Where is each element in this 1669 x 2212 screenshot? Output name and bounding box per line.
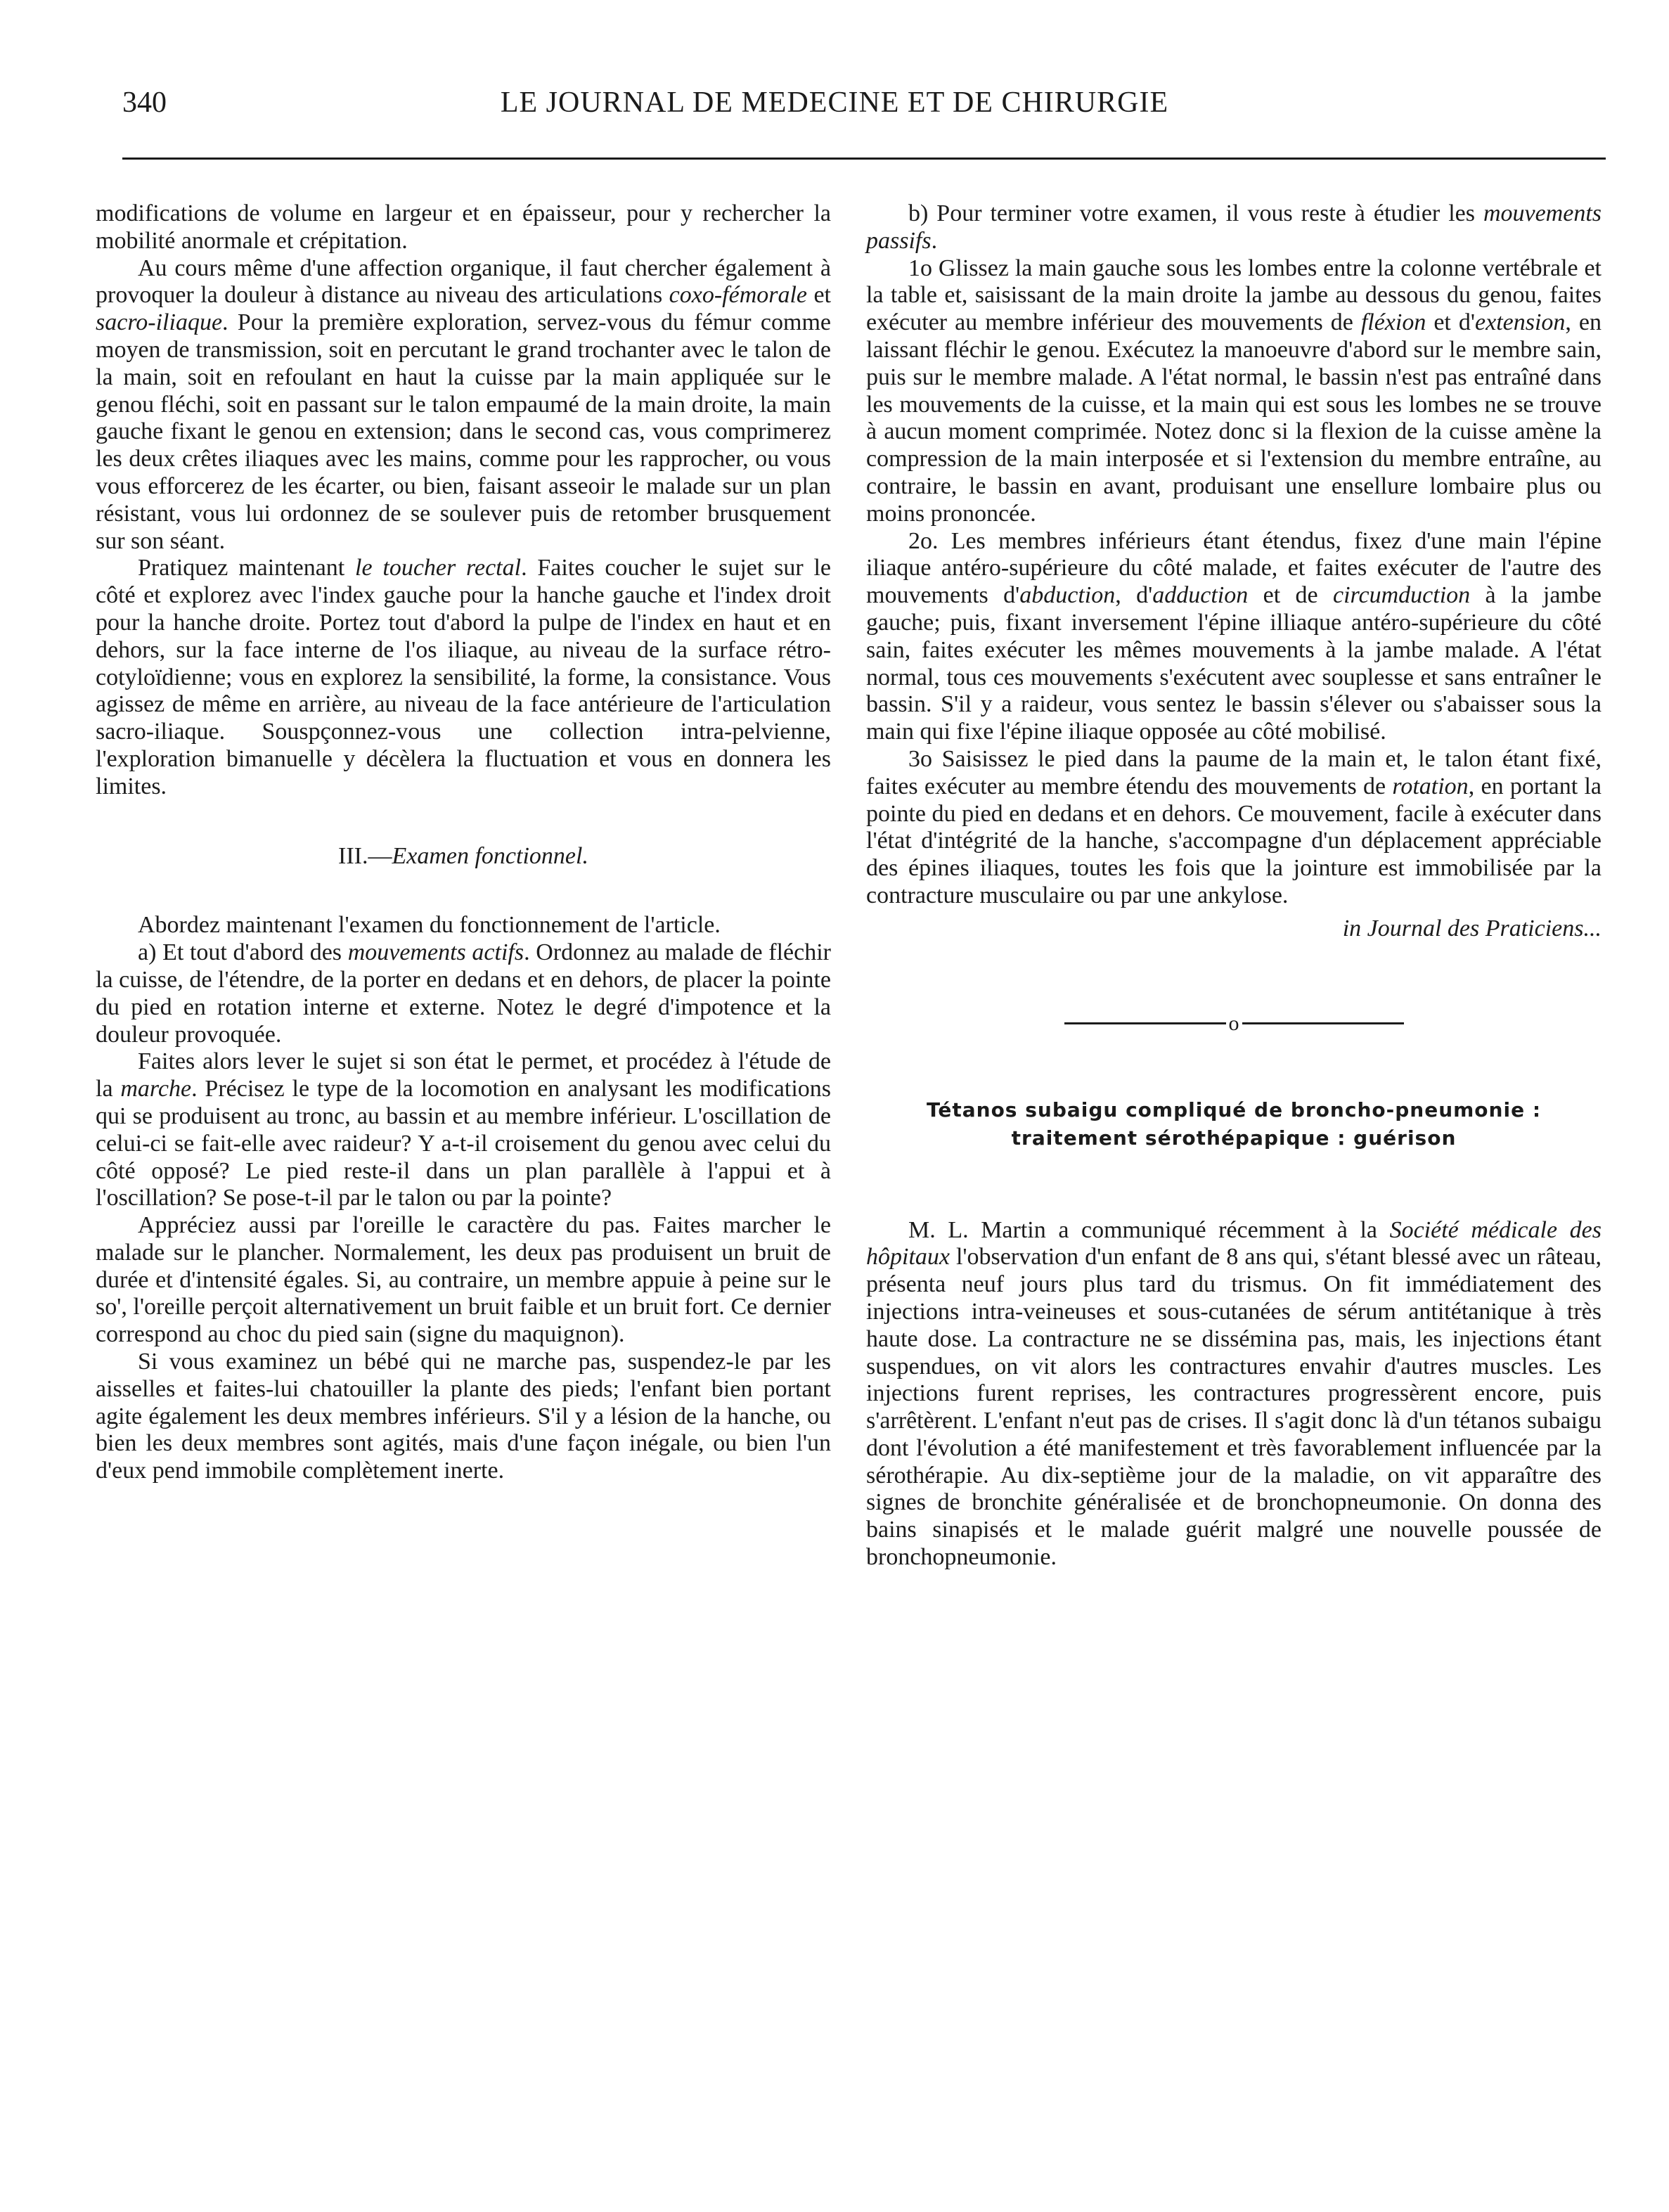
source-citation: in Journal des Praticiens... [1342, 915, 1602, 941]
paragraph: Pratiquez maintenant le toucher rectal. Faites coucher le sujet sur le côté et explorez avec l'index gauche pour la hanche gauche et l'index droit pour la hanche droite. Portez tout d'abord la pulpe de l'index en haut et en dehors, sur la face interne de l'os iliaque, au niveau de la surface rétro-cotyloïdienne; vous en explorez la sensibilité, la forme, la consistance. Vous agissez de même en arrière, au niveau de la face antérieure de l'articulation sacro-iliaque. Souspçonnez-vous une collection intra-pelvienne, l'exploration bimanuelle y décèlera la fluctuation et vous en donnera les limites. [96, 555, 831, 799]
paragraph: 1o Glissez la main gauche sous les lombes entre la colonne vertébrale et la table et, saisissant de la main droite la jambe au dessous du genou, faites exécuter au membre inférieur des mouvements de fléxion et d'extension, en laissant fléchir le genou. Exécutez la manoeuvre d'abord sur le membre sain, puis sur le membre malade. A l'état normal, le bassin n'est pas entraîné dans les mouvements de la cuisse, et la main qui est sous les lombes ne se trouve à aucun moment comprimée. Notez donc si la flexion de la cuisse amène la compression de la main interposée et si l'extension du membre entraîne, au contraire, le bassin en avant, produisant une ensellure lombaire plus ou moins prononcée. [866, 255, 1602, 527]
article-title: Tétanos subaigu compliqué de broncho-pneumonie : traitement sérothépapique : guérison [926, 1098, 1542, 1150]
paragraph: M. L. Martin a communiqué récemment à la Société médicale des hôpitaux l'observation d'un enfant de 8 ans qui, s'étant blessé avec un râteau, présenta neuf jours plus tard du trismus. On fit immédiatement des injections intra-veineuses et sous-cutanées de sérum antitétanique à très haute dose. La contracture ne se dissémina pas, mais, les injections étant suspendues, on vit alors les contractures envahir d'autres muscles. Les injections furent reprises, les contractures progressèrent encore, puis s'arrêtèrent. L'enfant n'eut pas de crises. Il s'agit donc là d'un tétanos subaigu dont l'évolution a été manifestement et très favorablement influencée par la sérothérapie. Au dix-septième jour de la maladie, on vit apparaître des signes de bronchite généralisée et de bronchopneumonie. On donna des bains sinapisés et le malade guérit malgré une nouvelle poussée de bronchopneumonie. [866, 1216, 1602, 1571]
section-divider [866, 1013, 1602, 1034]
paragraph: Appréciez aussi par l'oreille le caractère du pas. Faites marcher le malade sur le plancher. Normalement, les deux pas produisent un bruit de durée et d'intensité égales. Si, au contraire, un membre appuie à peine sur le so', l'oreille perçoit alternativement un bruit faible et un bruit fort. Ce dernier correspond au choc du pied sain (signe du maquignon). [96, 1212, 831, 1348]
paragraph: b) Pour terminer votre examen, il vous reste à étudier les mouvements passifs. [866, 200, 1602, 254]
section-heading: III.—Examen fonctionnel. [338, 842, 588, 869]
header-rule [1219, 157, 1606, 160]
divider-line [1242, 1022, 1404, 1024]
divider-line [1064, 1022, 1226, 1024]
running-head: LE JOURNAL DE MEDECINE ET DE CHIRURGIE [500, 86, 1169, 119]
paragraph: 3o Saisissez le pied dans la paume de la main et, le talon étant fixé, faites exécuter au membre étendu des mouvements de rotation, en portant la pointe du pied en dedans et en dehors. Ce mouvement, facile à exécuter dans l'état d'intégrité de la hanche, s'accompagne d'un déplacement appréciable des épines iliaques, toutes les fois que la jointure est immobilisée par la contracture musculaire ou par une ankylose. [866, 745, 1602, 908]
divider-mark: o [1228, 1011, 1239, 1035]
paragraph: a) Et tout d'abord des mouvements actifs. Ordonnez au malade de fléchir la cuisse, de l'étendre, de la porter en dedans et en dehors, de placer la pointe du pied en rotation interne et externe. Notez le degré d'impotence et la douleur provoquée. [96, 939, 832, 1048]
right-column [866, 200, 1602, 1571]
paragraph: Faites alors lever le sujet si son état le permet, et procédez à l'étude de la marche. Précisez le type de la locomotion en analysant les modifications qui se produisent au tronc, au bassin et au membre inférieur. L'oscillation de celui-ci se fait-elle avec raideur? Y a-t-il croisement du genou avec celui du côté opposé? Le pied reste-il dans un plan parallèle à l'appui et à l'oscillation? Se pose-t-il par le talon ou par la pointe? [96, 1048, 831, 1211]
paragraph: Au cours même d'une affection organique, il faut chercher également à provoquer la douleur à distance au niveau des articulations coxo-fémorale et sacro-iliaque. Pour la première exploration, servez-vous du fémur comme moyen de transmission, soit en percutant le grand trochanter avec le talon de la main, soit en refoulant en haut la cuisse par la main appliquée sur le genou fléchi, soit en passant sur le talon empaumé de la main droite, la main gauche fixant le genou en extension; dans le second cas, vous comprimerez les deux crêtes iliaques avec les mains, comme pour les rapprocher, ou vous vous efforcerez de les écarter, ou bien, faisant asseoir le malade sur un plan résistant, vous lui ordonnez de se soulever puis de retomber brusquement sur son séant. [96, 255, 832, 554]
paragraph: 2o. Les membres inférieurs étant étendus, fixez d'une main l'épine iliaque antéro-supérieure du côté malade, et faites exécuter de l'autre des mouvements d'abduction, d'adduction et de circumduction à la jambe gauche; puis, fixant inversement l'épine illiaque antéro-supérieure du côté sain, faites exécuter les mêmes mouvements à la jambe malade. A l'état normal, tous ces mouvements s'exécutent avec souplesse et sans entraîner le bassin. S'il y a raideur, vous sentez le bassin s'élever ou s'abaisser sous la main qui fixe l'épine iliaque opposée au côté mobilisé. [866, 527, 1602, 745]
paragraph: Abordez maintenant l'examen du fonctionnement de l'article. [138, 912, 721, 939]
paragraph: Si vous examinez un bébé qui ne marche pas, suspendez-le par les aisselles et faites-lui chatouiller la plante des pieds; l'enfant bien portant agite également les deux membres inférieurs. S'il y a lésion de la hanche, ou bien les deux membres sont agités, mais d'une façon inégale, ou bien l'un d'eux pend immobile complètement inerte. [96, 1349, 831, 1484]
left-column [96, 200, 831, 1485]
page-number: 340 [122, 86, 167, 119]
header-rule [797, 157, 1219, 160]
paragraph: modifications de volume en largeur et en épaisseur, pour y rechercher la mobilité anormale et crépitation. [96, 200, 831, 254]
header-rule [544, 157, 797, 160]
header-rule [122, 157, 544, 160]
